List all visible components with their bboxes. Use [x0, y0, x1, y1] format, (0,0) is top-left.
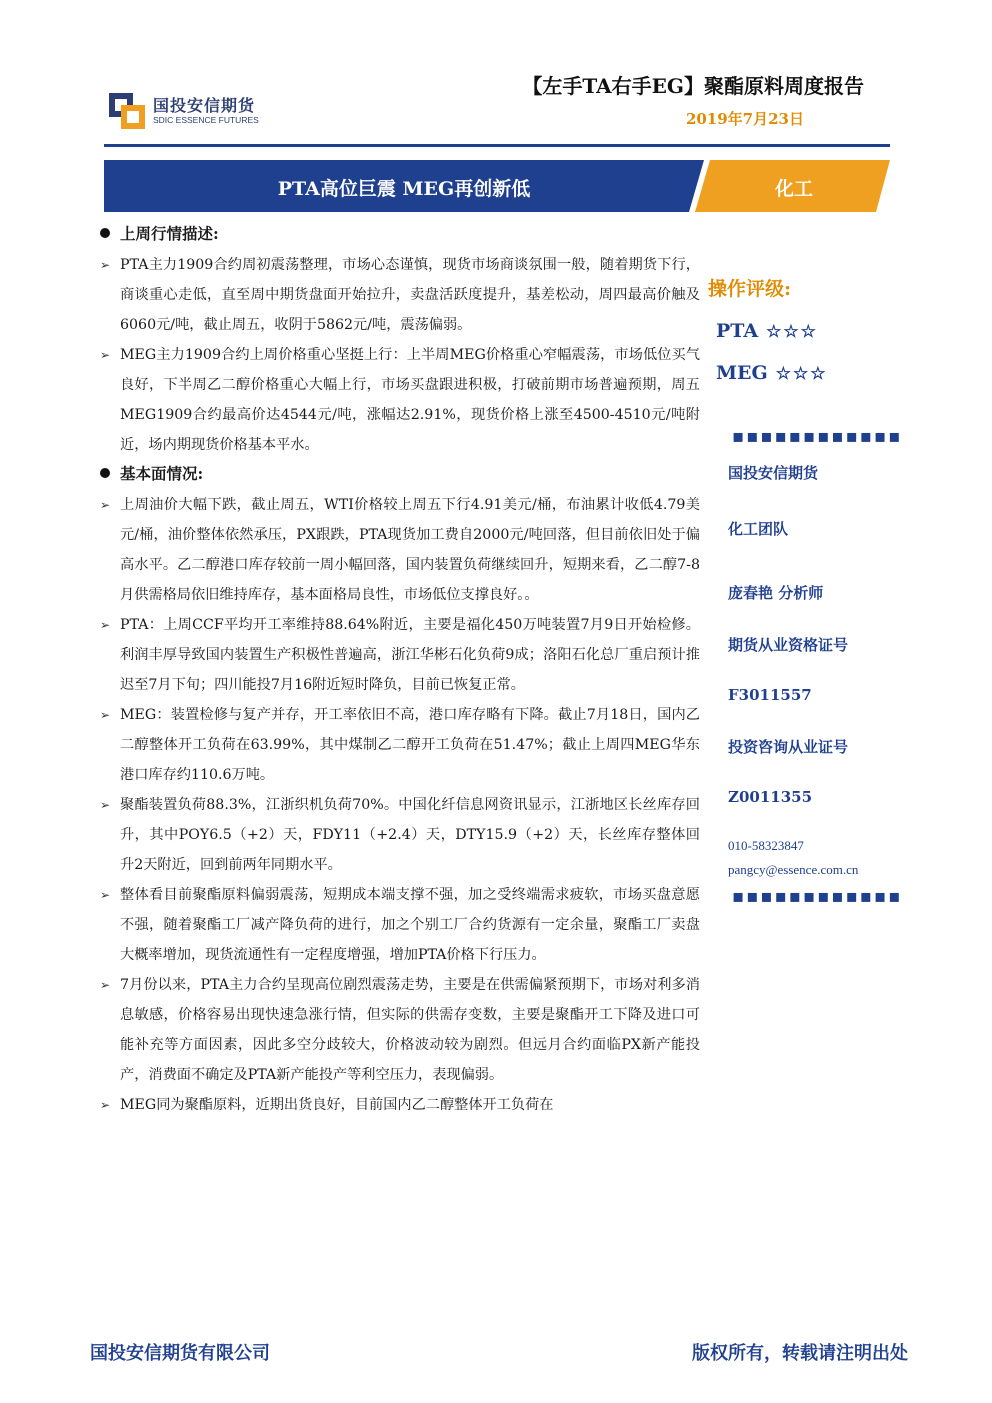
- dotted-divider: ▪▪▪▪▪▪▪▪▪▪▪▪: [732, 426, 903, 447]
- sidebar-phone: 010-58323847: [728, 838, 804, 853]
- paragraph-text: PTA主力1909合约周初震荡整理，市场心态谨慎，现货市场商谈氛围一般，随着期货下行，商谈重心走低，直至周中期货盘面开始拉升，卖盘活跃度提升，基差松动，周四最高价触及6060元/吨，截止周五，收阴于5862元/吨，震荡偏弱。: [120, 257, 700, 333]
- paragraph-text: MEG同为聚酯原料，近期出货良好，目前国内乙二醇整体开工负荷在: [120, 1097, 554, 1113]
- arrow-bullet-icon: ➢: [100, 348, 111, 362]
- sidebar-consult-label: 投资咨询从业证号: [728, 738, 849, 756]
- rating-row-pta: [716, 320, 818, 342]
- rating-row-meg: [716, 362, 827, 384]
- bullet-dot-icon: [100, 468, 110, 478]
- sidebar-license-no: F3011557: [728, 686, 812, 704]
- company-logo: [107, 91, 267, 131]
- paragraph-text: 上周油价大幅下跌，截止周五，WTI价格较上周五下行4.91美元/桶，布油累计收低4.79美元/桶，油价整体依然承压，PX跟跌，PTA现货加工费自2000元/吨回落，但目前依旧处于偏高水平。乙二醇港口库存较前一周小幅回落，国内装置负荷继续回升，短期来看，乙二醇7-8月供需格局依旧维持库存，基本面格局良性，市场低位支撑良好。。: [120, 497, 700, 603]
- paragraph-text: MEG：装置检修与复产并存，开工率依旧不高，港口库存略有下降。截止7月18日，国内乙二醇整体开工负荷在63.99%，其中煤制乙二醇开工负荷在51.47%；截止上周四MEG华东港口库存约110.6万吨。: [120, 707, 700, 783]
- sidebar-company: 国投安信期货: [728, 464, 819, 482]
- paragraph-text: MEG主力1909合约上周价格重心坚挺上行：上半周MEG价格重心窄幅震荡，市场低位买气良好，下半周乙二醇价格重心大幅上行，市场买盘跟进积极，打破前期市场普遍预期，周五MEG1909合约最高价达4544元/吨，涨幅达2.91%，现货价格上涨至4500-4510元/吨附近，场内期现货价格基本平水。: [120, 347, 700, 453]
- paragraph-text: 整体看目前聚酯原料偏弱震荡，短期成本端支撑不强，加之受终端需求疲软，市场买盘意愿不强，随着聚酯工厂减产降负荷的进行，加之个别工厂合约货源有一定余量，聚酯工厂卖盘大概率增加，现货流通性有一定程度增强，增加PTA价格下行压力。: [120, 887, 700, 963]
- header-divider: [104, 144, 890, 147]
- arrow-bullet-icon: ➢: [100, 618, 111, 632]
- rating-stars-icon: ☆☆☆: [775, 364, 828, 384]
- arrow-bullet-icon: ➢: [100, 1098, 111, 1112]
- paragraph: [100, 1090, 700, 1120]
- sidebar-consult-no: Z0011355: [728, 788, 813, 806]
- dotted-divider: ▪▪▪▪▪▪▪▪▪▪▪▪: [732, 886, 903, 907]
- section-heading-fundamentals: [100, 462, 700, 484]
- sidebar-email[interactable]: pangcy@essence.com.cn: [728, 862, 859, 877]
- arrow-bullet-icon: ➢: [100, 888, 111, 902]
- report-title: 【左手TA右手EG】聚酯原料周度报告: [522, 74, 864, 98]
- paragraph: [100, 610, 700, 700]
- paragraph-text: 7月份以来，PTA主力合约呈现高位剧烈震荡走势，主要是在供需偏紧预期下，市场对利多消息敏感，价格容易出现快速急涨行情，但实际的供需存变数，主要是聚酯开工下降及进口可能补充等方面因素，因此多空分歧较大，价格波动较为剧烈。但远月合约面临PX新产能投产，消费面不确定及PTA新产能投产等利空压力，表现偏弱。: [120, 977, 700, 1083]
- paragraph: [100, 340, 700, 460]
- arrow-bullet-icon: ➢: [100, 258, 111, 272]
- arrow-bullet-icon: ➢: [100, 798, 111, 812]
- section-heading-text: 基本面情况:: [120, 464, 204, 483]
- sidebar-analyst: 庞春艳 分析师: [728, 584, 824, 602]
- section-heading-market: [100, 222, 700, 244]
- sidebar-team: 化工团队: [728, 520, 789, 538]
- logo-name-en: SDIC ESSENCE FUTURES: [153, 115, 259, 125]
- paragraph: [100, 790, 700, 880]
- paragraph: [100, 250, 700, 340]
- paragraph-text: 聚酯装置负荷88.3%，江浙织机负荷70%。中国化纤信息网资讯显示，江浙地区长丝库存回升，其中POY6.5（+2）天，FDY11（+2.4）天，DTY15.9（+2）天，长丝库存整体回升2天附近，回到前两年同期水平。: [120, 797, 700, 873]
- arrow-bullet-icon: ➢: [100, 708, 111, 722]
- footer-copyright: 版权所有，转载请注明出处: [692, 1343, 908, 1364]
- banner-title: PTA高位巨震 MEG再创新低: [277, 178, 531, 200]
- paragraph: [100, 970, 700, 1090]
- rating-title: 操作评级:: [708, 278, 792, 300]
- rating-stars-icon: ☆☆☆: [766, 322, 818, 342]
- arrow-bullet-icon: ➢: [100, 978, 111, 992]
- arrow-bullet-icon: ➢: [100, 498, 111, 512]
- paragraph: [100, 880, 700, 970]
- section-heading-text: 上周行情描述:: [120, 224, 219, 243]
- rating-name: MEG: [716, 362, 768, 384]
- footer-company: 国投安信期货有限公司: [90, 1343, 270, 1364]
- banner-category: 化工: [774, 178, 813, 200]
- paragraph: [100, 490, 700, 610]
- sidebar-license-label: 期货从业资格证号: [728, 636, 849, 654]
- bullet-dot-icon: [100, 228, 110, 238]
- logo-mark-icon: [107, 91, 147, 131]
- logo-name-cn: 国投安信期货: [153, 96, 256, 115]
- paragraph-text: PTA：上周CCF平均开工率维持88.64%附近，主要是福化450万吨装置7月9日开始检修。利润丰厚导致国内装置生产积极性普遍高，浙江华彬石化负荷9成；洛阳石化总厂重启预计推迟至7月下旬；四川能投7月16附近短时降负，目前已恢复正常。: [120, 617, 700, 693]
- report-body: [100, 222, 700, 1120]
- rating-name: PTA: [716, 320, 759, 342]
- paragraph: [100, 700, 700, 790]
- report-date: 2019年7月23日: [685, 110, 804, 128]
- title-banner: [104, 160, 890, 212]
